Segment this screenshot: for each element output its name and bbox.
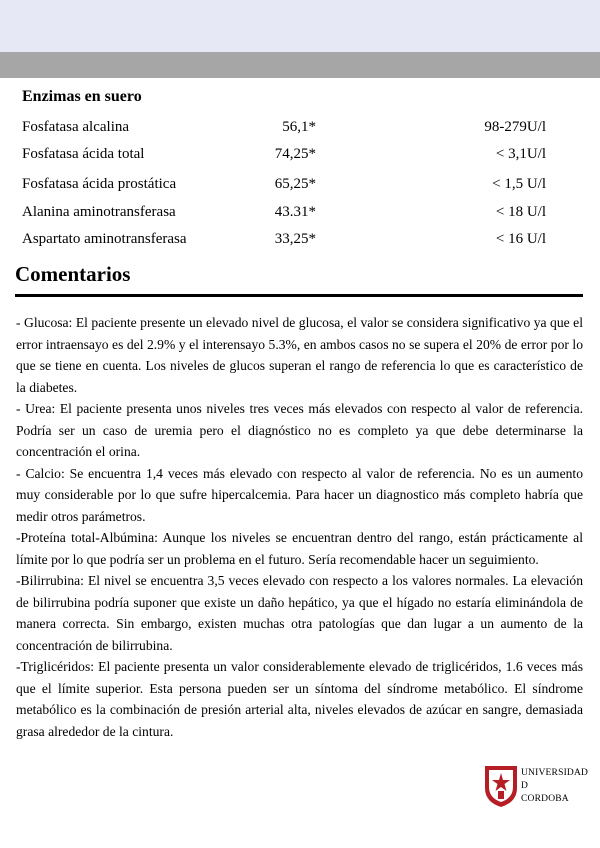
enzyme-row xyxy=(0,231,600,253)
enzyme-reference: < 18 U/l xyxy=(495,204,546,220)
enzyme-name: Aspartato aminotransferasa xyxy=(22,231,187,247)
enzyme-value: 65,25* xyxy=(274,176,316,192)
enzyme-value: 74,25* xyxy=(274,146,316,162)
gray-divider-band xyxy=(0,52,600,78)
header-band xyxy=(0,0,600,52)
comment-bilirrubina: -Bilirrubina: El nivel se encuentra 3,5 veces elevado con respecto a los valores normales. La elevación de bilirrubina podría suponer que existe un daño hepático, ya que el hígado no estaría eliminándola de manera correcta. Sin embargo, existen muchas otra patologías que dan lugar a un aumento de la concentración de bilirrubina. xyxy=(16,573,583,653)
enzyme-value: 56,1* xyxy=(282,119,316,135)
logo-line-2: D xyxy=(521,781,529,791)
comments-divider xyxy=(15,294,583,297)
comment-urea: - Urea: El paciente presenta unos niveles tres veces más elevados con respecto al valor de referencia. Podría ser un caso de uremia pero el diagnóstico no es completo ya que debe determinarse la concentración el orina. xyxy=(16,401,583,459)
enzyme-reference: 98-279U/l xyxy=(484,119,546,135)
enzyme-reference: < 3,1U/l xyxy=(495,146,546,162)
comment-trigliceridos: -Triglicéridos: El paciente presenta un valor considerablemente elevado de triglicéridos, 1.6 veces más que el límite superior. Esta persona pueden ser un síntoma del síndrome metabólico. El síndrome metabólico es la combinación de presión arterial alta, niveles elevados de azúcar en sangre, demasiada grasa alrededor de la cintura. xyxy=(16,659,583,739)
enzyme-value: 43.31* xyxy=(274,204,316,220)
comment-glucosa: - Glucosa: El paciente presente un elevado nivel de glucosa, el valor se considera significativo ya que el error intraensayo es del 2.9% y el interensayo 5.3%, en ambos casos no se supera el 20% de error por lo que se tiene en cuenta. Los niveles de glucos superan el rango de referencia lo que es característico de la diabetes. xyxy=(16,315,583,395)
enzyme-row xyxy=(0,204,600,226)
university-shield-icon xyxy=(483,764,519,808)
enzyme-name: Fosfatasa alcalina xyxy=(22,119,130,135)
comments-body xyxy=(16,312,583,742)
university-name xyxy=(521,767,588,806)
enzyme-name: Fosfatasa ácida total xyxy=(22,146,145,162)
logo-line-3: CORDOBA xyxy=(521,794,569,804)
comments-title: Comentarios xyxy=(15,262,131,286)
enzyme-reference: < 1,5 U/l xyxy=(492,176,546,192)
comment-calcio: - Calcio: Se encuentra 1,4 veces más elevado con respecto al valor de referencia. No es un aumento muy considerable por lo que sufre hipercalcemia. Para hacer un diagnostico más completo habría que medir otros parámetros. xyxy=(16,465,583,524)
enzymes-section-title: Enzimas en suero xyxy=(22,88,142,105)
enzyme-row xyxy=(0,119,600,141)
enzyme-reference: < 16 U/l xyxy=(495,231,546,247)
enzyme-value: 33,25* xyxy=(274,231,316,247)
enzyme-name: Alanina aminotransferasa xyxy=(22,204,176,220)
enzyme-row xyxy=(0,146,600,168)
logo-line-1: UNIVERSIDAD xyxy=(521,768,589,778)
university-logo xyxy=(483,764,589,814)
enzyme-name: Fosfatasa ácida prostática xyxy=(22,176,177,192)
comment-proteina: -Proteína total-Albúmina: Aunque los niveles se encuentran dentro del rango, están prácticamente al límite por lo que podría ser un problema en el futuro. Sería recomendable hacer un seguimiento. xyxy=(16,530,583,567)
enzyme-row xyxy=(0,176,600,198)
